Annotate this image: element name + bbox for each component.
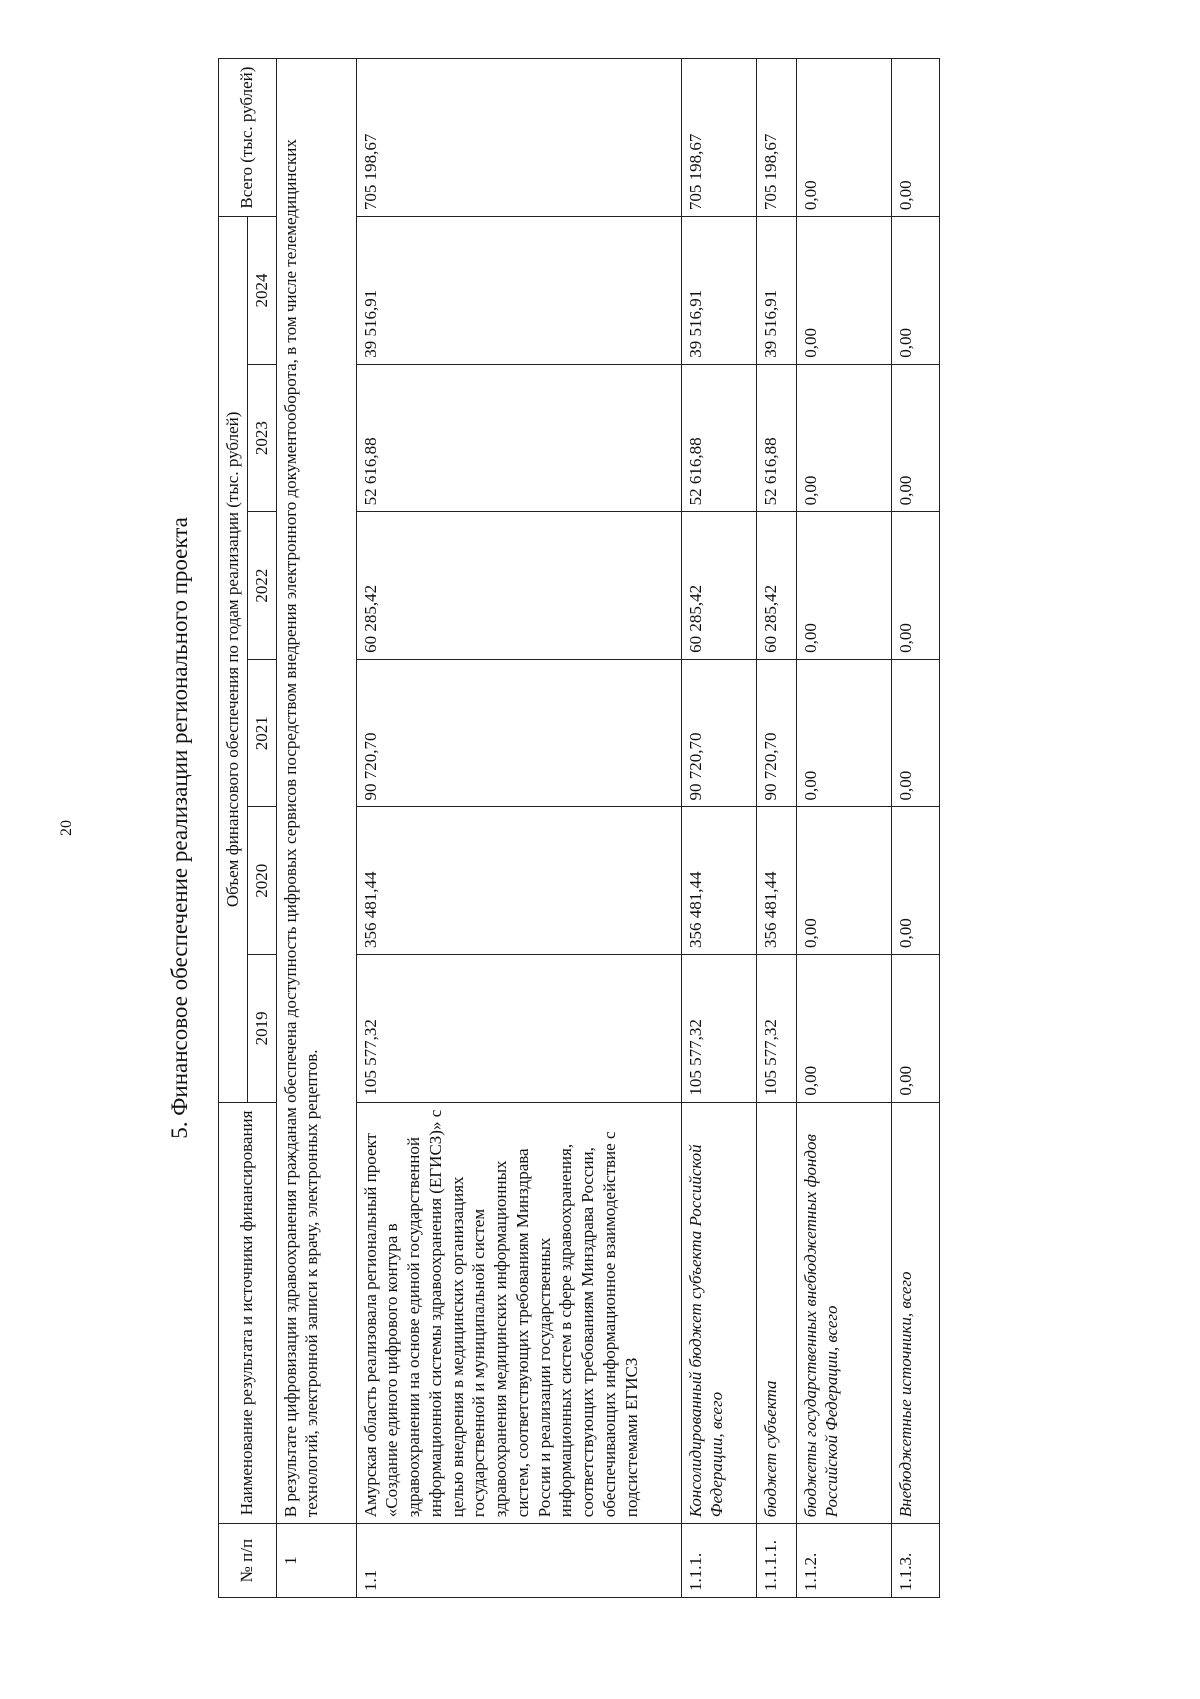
header-num: № п/п <box>219 1524 277 1598</box>
row-value: 0,00 <box>796 217 891 365</box>
row-num: 1.1 <box>356 1524 681 1598</box>
row-value: 90 720,70 <box>356 659 681 807</box>
row-value: 0,00 <box>796 364 891 512</box>
row-value: 356 481,44 <box>756 807 796 955</box>
row-name: Амурская область реализовала региональный проект «Создание единого цифрового контура в здравоохранении на основе единой государственной информационной системы здравоохранения (ЕГИСЗ)» с целью внедрения в медицинских организациях государственной и муниципальной систем здравоохранения медицинских информационных систем, соответствующих требованиям Минздрава России и реализации государственных информационных систем в сфере здравоохранения, соответствующих требованиям Минздрава России, обеспечивающих информационное взаимодействие с подсистемами ЕГИСЗ <box>356 1102 681 1524</box>
header-name: Наименование результата и источники финансирования <box>219 1102 277 1524</box>
row-value: 0,00 <box>891 807 939 955</box>
row-value: 52 616,88 <box>756 364 796 512</box>
result-num: 1 <box>276 1524 356 1598</box>
table-row <box>796 59 891 1598</box>
row-num: 1.1.1. <box>681 1524 756 1598</box>
header-total: Всего (тыс. рублей) <box>219 59 277 217</box>
landscape-sheet <box>160 58 1080 1598</box>
row-total: 705 198,67 <box>681 59 756 217</box>
row-value: 356 481,44 <box>356 807 681 955</box>
row-name: бюджет субъекта <box>756 1102 796 1524</box>
row-value: 105 577,32 <box>756 955 796 1103</box>
header-year: 2024 <box>247 217 276 365</box>
row-name: бюджеты государственных внебюджетных фондов Российской Федерации, всего <box>796 1102 891 1524</box>
row-value: 39 516,91 <box>356 217 681 365</box>
row-name: Консолидированный бюджет субъекта Российской Федерации, всего <box>681 1102 756 1524</box>
row-value: 52 616,88 <box>681 364 756 512</box>
row-value: 39 516,91 <box>756 217 796 365</box>
table-row <box>681 59 756 1598</box>
row-value: 0,00 <box>796 807 891 955</box>
row-value: 0,00 <box>891 659 939 807</box>
row-value: 52 616,88 <box>356 364 681 512</box>
row-value: 60 285,42 <box>756 512 796 660</box>
header-year: 2021 <box>247 659 276 807</box>
financing-table <box>218 58 940 1598</box>
header-volume: Объем финансового обеспечения по годам реализации (тыс. рублей) <box>219 217 248 1102</box>
row-name: Внебюджетные источники, всего <box>891 1102 939 1524</box>
row-value: 0,00 <box>891 364 939 512</box>
row-value: 0,00 <box>796 955 891 1103</box>
row-total: 705 198,67 <box>756 59 796 217</box>
row-total: 705 198,67 <box>356 59 681 217</box>
row-value: 0,00 <box>796 659 891 807</box>
header-year: 2022 <box>247 512 276 660</box>
row-value: 90 720,70 <box>681 659 756 807</box>
row-value: 0,00 <box>891 955 939 1103</box>
row-value: 60 285,42 <box>356 512 681 660</box>
row-value: 39 516,91 <box>681 217 756 365</box>
header-year: 2019 <box>247 955 276 1103</box>
header-row-top <box>219 59 248 1598</box>
row-value: 0,00 <box>891 512 939 660</box>
row-total: 0,00 <box>796 59 891 217</box>
result-text: В результате цифровизации здравоохранения гражданам обеспечена доступность цифровых сервисов посредством внедрения электронного документооборота, в том числе телемедицинских технологий, электронной записи к врачу, электронных рецептов. <box>276 59 356 1524</box>
table-row <box>356 59 681 1598</box>
row-num: 1.1.3. <box>891 1524 939 1598</box>
row-value: 0,00 <box>891 217 939 365</box>
row-value: 60 285,42 <box>681 512 756 660</box>
header-year: 2023 <box>247 364 276 512</box>
table-row <box>891 59 939 1598</box>
table-row <box>756 59 796 1598</box>
result-row <box>276 59 356 1598</box>
row-value: 105 577,32 <box>356 955 681 1103</box>
data-rows <box>356 59 939 1598</box>
row-value: 90 720,70 <box>756 659 796 807</box>
row-value: 356 481,44 <box>681 807 756 955</box>
row-total: 0,00 <box>891 59 939 217</box>
row-value: 0,00 <box>796 512 891 660</box>
row-num: 1.1.2. <box>796 1524 891 1598</box>
section-title: 5. Финансовое обеспечение реализации регионального проекта <box>167 517 192 1139</box>
row-value: 105 577,32 <box>681 955 756 1103</box>
row-num: 1.1.1.1. <box>756 1524 796 1598</box>
page-number: 20 <box>58 820 75 836</box>
header-year: 2020 <box>247 807 276 955</box>
